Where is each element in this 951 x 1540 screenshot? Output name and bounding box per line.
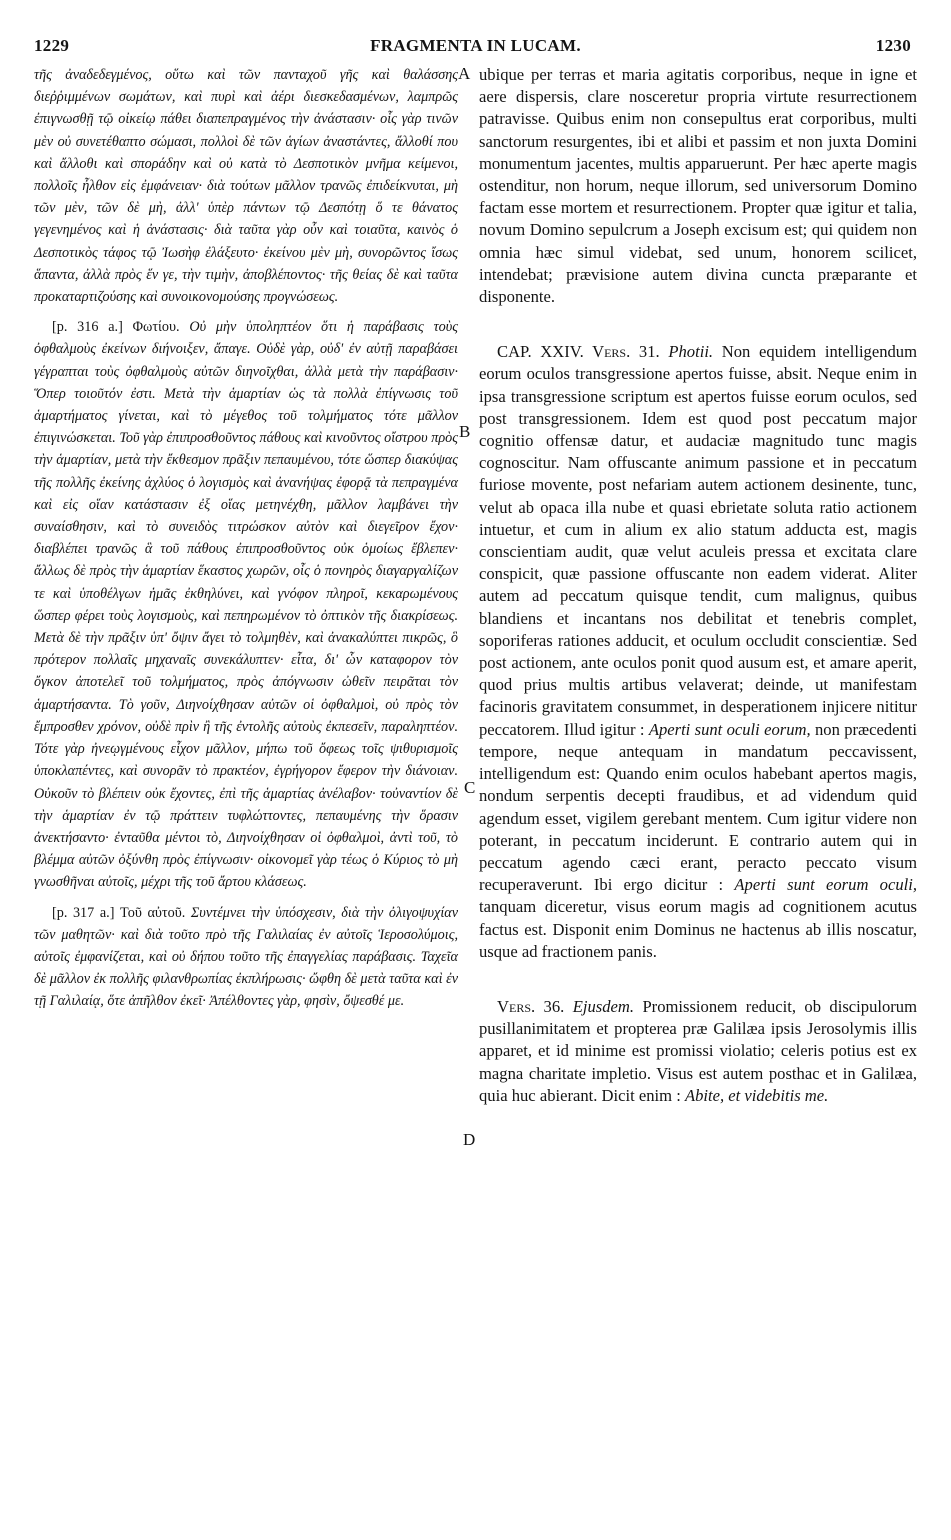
greek-text: Οὐ μὴν ὑποληπτέον ὅτι ἡ παράβασις τοὺς ὀφθαλμοὺς ἐκείνων διήνοιξεν, ἄπαγε. Οὐδὲ γὰρ, οὐδ' ἐν αὐτῇ παραβάσει γέγραπται τοὺς ὀφθαλμοὺς αὐτῶν διηνοῖχθαι, ἀλλὰ μετὰ τὴν παράβασιν· Ὅπερ τοιοῦτόν ἐστι. Μετὰ τὴν ἁμαρτίαν ὡς τὰ πολλὰ ἐπίγνωσις τοῦ ἁμαρτήματος γίνεται, καὶ τὸ μέγεθος τοῦ τολμήματος τότε μᾶλλον ἐπιγινώσκεται. Τοῦ γὰρ ἐπιπροσθοῦντος πάθους καὶ κινοῦντος οἴστρου πρὸς τὴν ἁμαρτίαν, μετὰ τὴν ἔκθεσμον πρᾶξιν πεπαυμένου, τότε ὥσπερ διακύψας τῆς πολλῆς ἐκείνης ἀχλύος ὁ λογισμὸς καὶ ἀνανήψας ἐφορᾷ τὰ πεπραγμένα καὶ εἰς οἵαν κατάστασιν ἐξ οἵας μετηνέχθη, μᾶλλον λαμβάνει τὴν συναίσθησιν, καὶ τὸ συνειδὸς τιτρώσκον αὐτὸν καὶ διεγεῖρον ἔχον· διαβλέπει τρανῶς ἃ τοῦ πάθους ἐπιπροσθοῦντος οὐκ ὁμοίως ἔβλεπεν· ἄλλως δὲ πρὸς τὴν ἁμαρτίαν ἕκαστος χωρῶν, οἷς ὁ πονηρὸς διαγαργαλίζων τε καὶ ὑποθέλγων ἡμᾶς ἐκθηλύνει, καὶ γνόφον πληροῖ, κεκαρωμένους ὥσπερ φέρει τοὺς λογισμοὺς, καὶ πεπηρωμένον τὸ ὀπτικὸν τῆς διακρίσεως. Μετὰ δὲ τὴν πρᾶξιν ὑπ' ὄψιν ἄγει τὸ τολμηθὲν, καὶ ἀνακαλύπτει πικρῶς, ὃ πρότερον πολλαῖς μηχαναῖς συνεκάλυπτεν· εἶτα, δι' ὧν καταφορον τὸν ὄγκον ἀποτελεῖ τοῦ τολμήματος, πρὸς ἀπόγνωσιν ὠθεῖν πειρᾶται τὸν ἁμαρτήσαντα. Τὸ γοῦν, Διηνοίχθησαν αὐτῶν οἱ ὀφθαλμοὶ, οὐ πρὸς τὸν ἔμπροσθεν χρόνον, οὐδὲ πρὶν ἢ τῆς ἐντολῆς αὐτοὺς ἐκπεσεῖν, παραληπτέον. Τότε γὰρ ἠνεῳγμένους εἶχον μᾶλλον, μήπω τοῦ ὄφεως τοῖς ψιθυρισμοῖς ὑποκλαπέντες, καὶ συνορᾶν τὸ πρακτέον, ἐγρήγορον ἔφερον τὴν διάνοιαν. Οὐκοῦν τὸ βλέπειν οὐκ ἔχοντες, ἐπὶ τῆς ἁμαρτίας ἀνέλαβον· τοὐναντίον δὲ τὴν ἁμαρτίαν ἐν τῷ πράττειν τυφλώττοντες, πεπαυμένης τὴν ὅρασιν ἀνεκτήσαντο· ἐνταῦθα μέντοι τὸ, Διηνοίχθησαν οἱ ὀφθαλμοὶ, ἀντὶ τοῦ, τὸ βλέμμα αὐτῶν ὀξύνθη πρὸς ἐπίγνωσιν· οἰκονομεῖ γὰρ τέως ὁ Κύριος τὸ μὴ γνωσθῆναι αὐτοῖς, μέχρι τῆς τοῦ ἄρτου κλάσεως. [34,319,459,891]
scripture-quote: Aperti sunt oculi eorum, [648,719,811,739]
page-number-left: 1229 [34,36,70,55]
page-reference: [p. 316 a.] [52,319,123,336]
greek-text: Συντέμνει τὴν ὑπόσχεσιν, διὰ τὴν ὀλιγοψυχίαν τῶν μαθητῶν· καὶ διὰ τοῦτο πρὸ τῆς Γαλιλαίας ἐν αὐτοῖς Ἱεροσολύμοις, αὐτοῖς ἐμφανίζεται, καὶ οὐ δήπου τοῦτο τῆς ἐπαγγελίας παράβασις. Ταχεῖα δὲ μᾶλλον ἐκ πολλῆς φιλανθρωπίας ἐκπλήρωσις· ὤφθη δὲ μετὰ ταῦτα καὶ ἐν τῇ Γαλιλαίᾳ, ὅτε ἀπῆλθον ἐκεῖ· Ἀπέλθοντες γὰρ, φησὶν, ὄψεσθέ με. [34,904,458,1010]
latin-paragraph [479,996,917,1107]
latin-paragraph: ubique per terras et maria agitatis corporibus, neque in igne et aere dispersis, clare nosceretur propria virtute resurrectionem patravisse. Quibus enim non consepultus erat corporibus, multi sanctorum resurgentes, ibi et alibi et passim et non juxta Domini monumentum jacentes, multis apparuerunt. Per hæc aperte magis ostenditur, non horum, neque illorum, sed universorum Domino factam esse mortem et resurrectionem. Propter quæ igitur et talia, novum Domino sepulcrum a Joseph excisum est; qui quidem non omnia hæc simul videbat, sed unum, honorem scilicet, intendebat; prævisione autem divina cuncta præparante et disponente. [479,65,917,307]
latin-text: tanquam diceretur, visus eorum magis ad cognitionem acutus factus est. Disponit enim Dominus ne hactenus ab illis noscatur, usque ad fractionem panis. [479,897,917,961]
margin-marker-a: A [458,64,471,83]
page-number-right: 1230 [875,36,911,55]
margin-marker-c: C [464,778,476,797]
author-name: Ejusdem. [572,996,635,1016]
page-reference: [p. 317 a.] [52,904,115,921]
author-name: Τοῦ αὐτοῦ. [120,904,186,921]
scripture-quote: Aperti sunt eorum oculi, [734,875,917,895]
author-name: Φωτίου. [132,319,180,336]
greek-paragraph [34,316,458,893]
margin-marker-b: B [459,422,471,441]
latin-text: Non equidem intelligendum eorum oculos transgressione apertos fuisse, absit. Neque enim in ipsa transgressione scriptum est apertos fuisse eorum oculos, sed post transgressionem. Idem est quod post peccatum major cognitio offensæ datur, et audaciæ magnitudo tunc magis cognoscitur. Nam offuscante animum passione et in peccatum furiose movente, post nefariam autem actionem desinente, tunc, velut ab opaca illa nube et quasi ebrietate soluta ratio actionem intuetur, et cum in alium ex alio statum adducta est, magis conscientiam audit, quæ velut aculeis pressa et excitata clare conspicit, quæ passione offuscante non eadem viderat. Aliter autem ad peccatum quisque tendit, cum malignus, quibus blandiens et incantans nos debilitat et tenebris complet, soporiferas rationes adducit, et oculum occludit conscientiæ. Sed post actionem, ante oculos ponit quod ausum est, et amare aperit, quod prius multis artibus velaverat; deinde, ut manifestam facinoris gravitatem consummet, in desperationem injicere nititur peccatorem. Illud igitur : [479,342,918,739]
latin-paragraph [479,341,917,963]
greek-paragraph: τῆς ἀναδεδεγμένος, οὕτω καὶ τῶν πανταχοῦ γῆς καὶ θαλάσσης διεῤῥιμμένων σωμάτων, καὶ πυρὶ καὶ ἀέρι διεσκεδασμένων, λαμπρῶς ἐπιγνωσθῇ τῷ οἰκείῳ πάθει διαπεπραγμένος τὴν ἀνάστασιν· οἷς γὰρ τινῶν μὲν οὐ συνετέθαπτο σώμασι, πολλοὶ δὲ τῶν ἁγίων ἀναστάντες, ἄλλοθί που καὶ ἄλλοθι καὶ σποράδην καὶ οὐ κατὰ τὸ Δεσποτικὸν μνῆμα κείμενοι, πολλοῖς ἦλθον εἰς ἐμφάνειαν· διὰ τούτων μᾶλλον τρανῶς ἐπιδείκνυται, μὴ τῶν μὲν, τῶν δὲ μὴ, ἀλλ' ὑπὲρ πάντων τῷ Δεσπότῃ ὅ τε θάνατος γεγενημένος καὶ ἡ ἀνάστασις· διὰ ταῦτα γὰρ οὖν καὶ τοιαῦτα, καινὸς ὁ Δεσποτικὸς τάφος τῷ Ἰωσὴφ ἐλάξευτο· ἐκείνου μὲν μὴ, συνορῶντος ἴσως ἅπαντα, ἀλλὰ πρὸς ἕν γε, τὴν τιμὴν, ἀποβλέποντος· τῆς θείας δὲ καὶ ταῦτα προκαταρτιζούσης καὶ συνοικονομούσης προγνώσεως. [34,67,458,306]
latin-text: non præcedenti tempore, neque antequam in mandatum peccavissent, intelligendum est: Quando enim oculos habebant apertos magis, nondum serpentis decepti fraudibus, et ad videndum quid agendum esset, vigilem gerebant mentem. Cum igitur videre non poterant, in peccatum inciderunt. E contrario autem qui in peccatum agendo cæci erant, peracto peccato visum recuperaverunt. Ibi ergo dicitur : [479,719,917,895]
latin-column [479,64,917,1107]
chapter-verse-heading: CAP. XXIV. Vers. 31. [497,342,660,362]
running-header [0,36,951,60]
latin-text: Promissionem reducit, ob discipulorum pusillanimitatem et propterea præ Galilæa ipsis Jerosolymis illis apparet, et id minime est promissi violatio; celeris potius est ex magna charitate impletio. Visus est autem posthac et in Galilæa, quia huc abierant. Dicit enim : [479,996,918,1105]
scripture-quote: Abite, et videbitis me. [684,1085,829,1105]
running-title: FRAGMENTA IN LUCAM. [370,36,581,55]
greek-column [34,64,458,1013]
greek-paragraph [34,902,458,1013]
verse-heading: Vers. 36. [497,996,565,1016]
author-name: Photii. [668,342,714,362]
margin-marker-d: D [463,1130,476,1149]
